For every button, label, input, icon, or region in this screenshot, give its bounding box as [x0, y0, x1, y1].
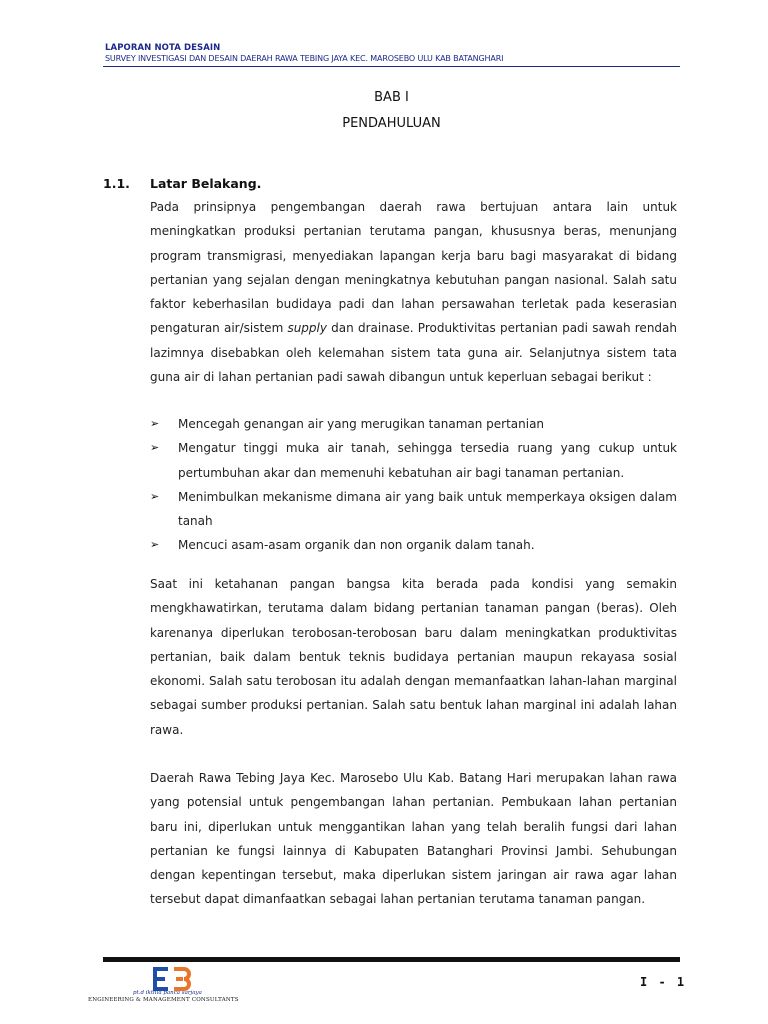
list-item: [150, 412, 677, 436]
arrow-bullet-icon: ➢: [150, 489, 160, 503]
list-item-text: Menimbulkan mekanisme dimana air yang baik untuk memperkaya oksigen dalam tanah: [178, 489, 677, 529]
header-divider: [103, 66, 680, 67]
footer-divider: [103, 957, 680, 962]
arrow-bullet-icon: ➢: [150, 538, 160, 552]
purpose-list: [150, 412, 677, 558]
report-title: LAPORAN NOTA DESAIN: [105, 43, 221, 53]
list-item: [150, 436, 677, 485]
list-item: [150, 485, 677, 534]
list-item-text: Mencegah genangan air yang merugikan tanaman pertanian: [178, 417, 545, 431]
arrow-bullet-icon: ➢: [150, 441, 160, 455]
paragraph-intro-text-b: dan drainase. Produktivitas pertanian padi sawah rendah lazimnya disebabkan oleh kelemahan sistem tata guna air. Selanjutnya sistem tata guna air di lahan pertanian padi sawah dibangun untuk keperluan sebagai berikut :: [150, 321, 678, 385]
paragraph-tebing-jaya: Daerah Rawa Tebing Jaya Kec. Marosebo Ulu Kab. Batang Hari merupakan lahan rawa yang potensial untuk pengembangan lahan pertanian. Pembukaan lahan pertanian baru ini, diperlukan untuk menggantikan lahan yang telah beralih fungsi dari lahan pertanian ke fungsi lainnya di Kabupaten Batanghari Provinsi Jambi. Sehubungan dengan kepentingan tersebut, maka diperlukan sistem jaringan air rawa agar lahan tersebut dapat dimanfaatkan sebagai lahan pertanian terutama tanaman pangan.: [150, 771, 677, 907]
chapter-title: PENDAHULUAN: [342, 116, 441, 131]
page-number: I - 1: [640, 975, 687, 989]
section-title: Latar Belakang.: [150, 176, 262, 191]
paragraph-food-security: Saat ini ketahanan pangan bangsa kita berada pada kondisi yang semakin mengkhawatirkan, terutama dalam bidang pertanian tanaman pangan (beras). Oleh karenanya diperlukan terobosan-terobosan baru dalam meningkatkan produktivitas pertanian, baik dalam bentuk teknis budidaya pertanian maupun rekayasa sosial ekonomi. Salah satu terobosan itu adalah dengan memanfaatkan lahan-lahan marginal sebagai sumber produksi pertanian. Salah satu bentuk lahan marginal ini adalah lahan rawa.: [150, 577, 677, 737]
italic-term-supply: supply: [287, 321, 327, 336]
list-item: [150, 533, 677, 557]
chapter-number: BAB I: [374, 90, 409, 105]
list-item-text: Mencuci asam-asam organik dan non organik dalam tanah.: [178, 538, 535, 553]
company-logo: [88, 966, 258, 1006]
paragraph-intro: [150, 195, 677, 389]
paragraph-intro-text-a: Pada prinsipnya pengembangan daerah rawa bertujuan antara lain untuk meningkatkan produksi pertanian terutama pangan, khususnya beras, menunjang program transmigrasi, menyediakan lapangan kerja baru bagi masyarakat di bidang pertanian yang sejalan dengan meningkatnya kebutuhan pangan nasional. Salah satu faktor keberhasilan budidaya padi dan lahan persawahan terletak pada keserasian pengaturan air/sistem: [150, 200, 677, 336]
company-logo-icon: [150, 966, 194, 992]
list-item-text: Mengatur tinggi muka air tanah, sehingga tersedia ruang yang cukup untuk pertumbuhan akar dan memenuhi kebatuhan air bagi tanaman pertanian.: [178, 441, 677, 480]
company-name: pt.d iktiila panca sarjaya: [133, 990, 202, 996]
report-subtitle: SURVEY INVESTIGASI DAN DESAIN DAERAH RAWA TEBING JAYA KEC. MAROSEBO ULU KAB BATANGHARI: [105, 54, 504, 63]
arrow-bullet-icon: ➢: [150, 417, 160, 430]
section-number: 1.1.: [103, 176, 130, 191]
company-tagline: ENGINEERING & MANAGEMENT CONSULTANTS: [88, 997, 239, 1003]
